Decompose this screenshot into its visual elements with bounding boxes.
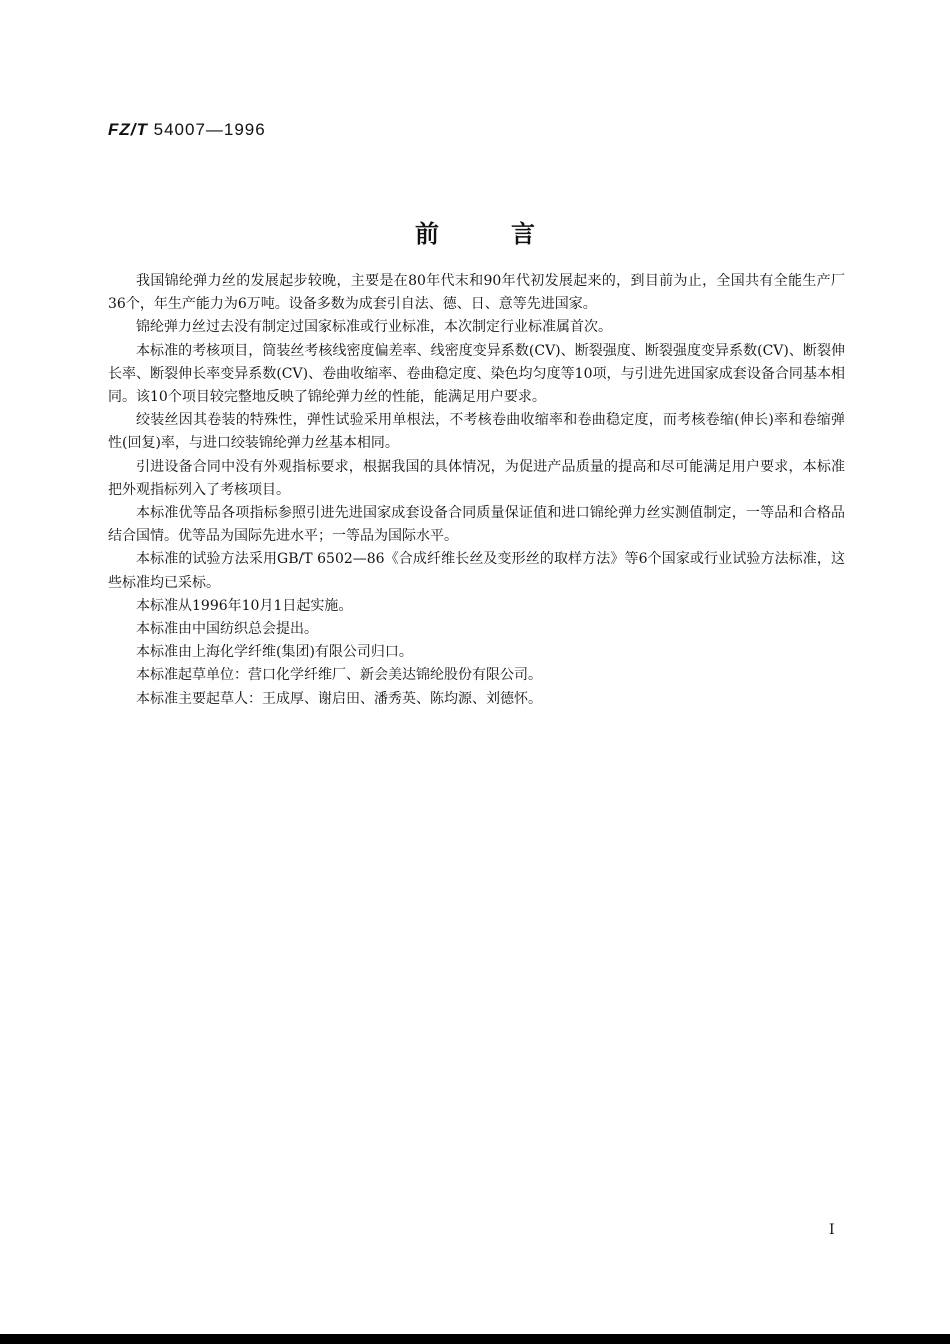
standard-prefix: FZ/T [108, 120, 148, 139]
foreword-body [108, 270, 845, 711]
paragraph: 本标准由中国纺织总会提出。 [136, 621, 318, 638]
standard-number [108, 120, 266, 140]
paragraph: 本标准由上海化学纤维(集团)有限公司归口。 [136, 644, 413, 661]
paragraph: 本标准起草单位：营口化学纤维厂、新会美达锦纶股份有限公司。 [136, 667, 542, 684]
page-title: 前言 [415, 220, 607, 248]
paragraph: 绞装丝因其卷装的特殊性，弹性试验采用单根法，不考核卷曲收缩率和卷曲稳定度，而考核卷缩(伸长)率和卷缩弹性(回复)率，与进口绞装锦纶弹力丝基本相同。 [108, 412, 845, 452]
paragraph: 本标准的试验方法采用GB/T 6502—86《合成纤维长丝及变形丝的取样方法》等6个国家或行业试验方法标准，这些标准均已采标。 [108, 551, 845, 591]
paragraph: 本标准优等品各项指标参照引进先进国家成套设备合同质量保证值和进口锦纶弹力丝实测值制定，一等品和合格品结合国情。优等品为国际先进水平；一等品为国际水平。 [108, 505, 845, 545]
paragraph: 本标准主要起草人：王成厚、谢启田、潘秀英、陈均源、刘德怀。 [136, 690, 542, 707]
bottom-border [0, 1334, 950, 1344]
standard-code: 54007—1996 [153, 120, 266, 139]
paragraph: 本标准从1996年10月1日起实施。 [136, 597, 353, 614]
paragraph: 引进设备合同中没有外观指标要求，根据我国的具体情况，为促进产品质量的提高和尽可能满足用户要求，本标准把外观指标列入了考核项目。 [108, 458, 845, 498]
paragraph: 本标准的考核项目，筒装丝考核线密度偏差率、线密度变异系数(CV)、断裂强度、断裂强度变异系数(CV)、断裂伸长率、断裂伸长率变异系数(CV)、卷曲收缩率、卷曲稳定度、染色均匀度等10项，与引进先进国家成套设备合同基本相同。该10个项目较完整地反映了锦纶弹力丝的性能，能满足用户要求。 [108, 342, 845, 406]
page-number: I [829, 1222, 835, 1238]
paragraph: 我国锦纶弹力丝的发展起步较晚，主要是在80年代末和90年代初发展起来的，到目前为止，全国共有全能生产厂36个，年生产能力为6万吨。设备多数为成套引自法、德、日、意等先进国家。 [108, 273, 845, 313]
paragraph: 锦纶弹力丝过去没有制定过国家标准或行业标准，本次制定行业标准属首次。 [136, 319, 612, 336]
